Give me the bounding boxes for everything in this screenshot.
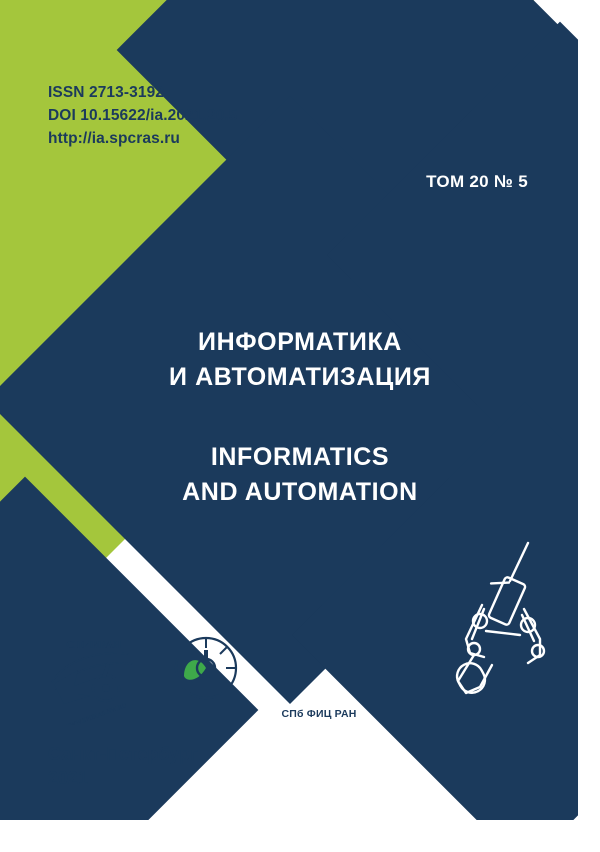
- spiiras-logo-icon: [44, 630, 144, 725]
- city-label: Санкт-Петербург: [48, 744, 198, 764]
- volume-issue-label: ТОМ 20 № 5: [426, 172, 528, 191]
- right-margin: [578, 0, 600, 852]
- robot-arm-icon: [440, 535, 575, 700]
- journal-url[interactable]: http://ia.spcras.ru: [48, 129, 180, 147]
- spb-fits-ran-caption: СПб ФИЦ РАН: [281, 708, 357, 720]
- title-russian: [0, 325, 600, 394]
- spb-fits-ran-logo-icon: [154, 630, 357, 730]
- spiiras-logo-url: WWW.SPIIRAS.NW.RU: [63, 701, 128, 725]
- identifier-block: [48, 82, 238, 151]
- bottom-margin: [0, 820, 600, 852]
- title-english: [0, 440, 600, 509]
- issn-label: ISSN 2713-3192: [48, 84, 165, 101]
- title-russian-line-1: ИНФОРМАТИКА: [198, 328, 402, 356]
- title-russian-line-2: И АВТОМАТИЗАЦИЯ: [169, 362, 431, 391]
- title-english-line-2: AND AUTOMATION: [182, 477, 418, 506]
- doi-label: DOI 10.15622/ia.2021.20.5: [48, 106, 238, 124]
- imprint-block: [48, 742, 198, 791]
- spiiras-logo-text: СПИИРАН: [66, 639, 122, 651]
- logo-group: [44, 630, 357, 730]
- year-label: 2021: [48, 768, 89, 789]
- title-english-line-1: INFORMATICS: [210, 443, 390, 471]
